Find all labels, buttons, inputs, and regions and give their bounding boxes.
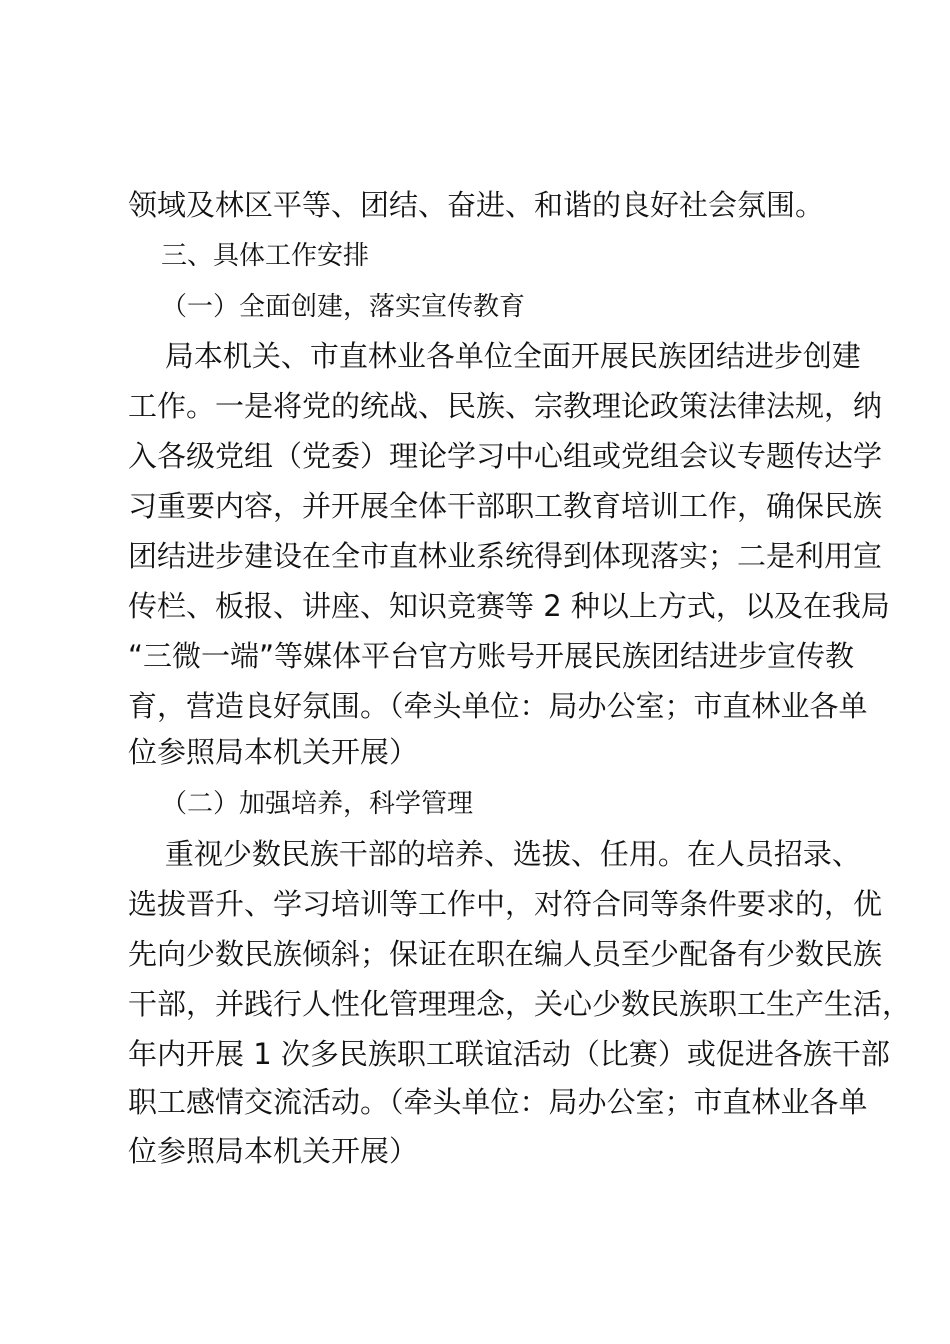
body-text-line: 选拔晋升、学习培训等工作中，对符合同等条件要求的，优 [128, 887, 883, 921]
body-text-line: 习重要内容，并开展全体干部职工教育培训工作，确保民族 [128, 489, 883, 523]
body-text-line: 入各级党组（党委）理论学习中心组或党组会议专题传达学 [128, 439, 883, 473]
body-text-line: 局本机关、市直林业各单位全面开展民族团结进步创建 [128, 339, 861, 373]
body-text-line: 先向少数民族倾斜；保证在职在编人员至少配备有少数民族 [128, 937, 883, 971]
body-text-line: 工作。一是将党的统战、民族、宗教理论政策法律法规，纳 [128, 389, 883, 423]
body-text-line: 领域及林区平等、团结、奋进、和谐的良好社会氛围。 [128, 188, 825, 222]
body-text-line: 团结进步建设在全市直林业系统得到体现落实；二是利用宣 [128, 539, 883, 573]
body-text-line: 干部，并践行人性化管理理念，关心少数民族职工生产生活， [128, 987, 912, 1021]
body-text-line: 位参照局本机关开展） [128, 735, 419, 769]
body-text-line: 年内开展 1 次多民族职工联谊活动（比赛）或促进各族干部 [128, 1037, 890, 1071]
body-text-line: 育，营造良好氛围。（牵头单位：局办公室；市直林业各单 [128, 689, 868, 723]
body-text-line: 职工感情交流活动。（牵头单位：局办公室；市直林业各单 [128, 1085, 868, 1119]
subsection-heading: （二）加强培养，科学管理 [128, 789, 474, 819]
section-heading: 三、具体工作安排 [128, 241, 370, 271]
body-text-line: “三微一端”等媒体平台官方账号开展民族团结进步宣传教 [128, 639, 855, 673]
body-text-line: 传栏、板报、讲座、知识竞赛等 2 种以上方式，以及在我局 [128, 589, 890, 623]
body-text-line: 位参照局本机关开展） [128, 1134, 419, 1168]
subsection-heading: （一）全面创建，落实宣传教育 [128, 292, 526, 322]
body-text-line: 重视少数民族干部的培养、选拔、任用。在人员招录、 [128, 837, 861, 871]
